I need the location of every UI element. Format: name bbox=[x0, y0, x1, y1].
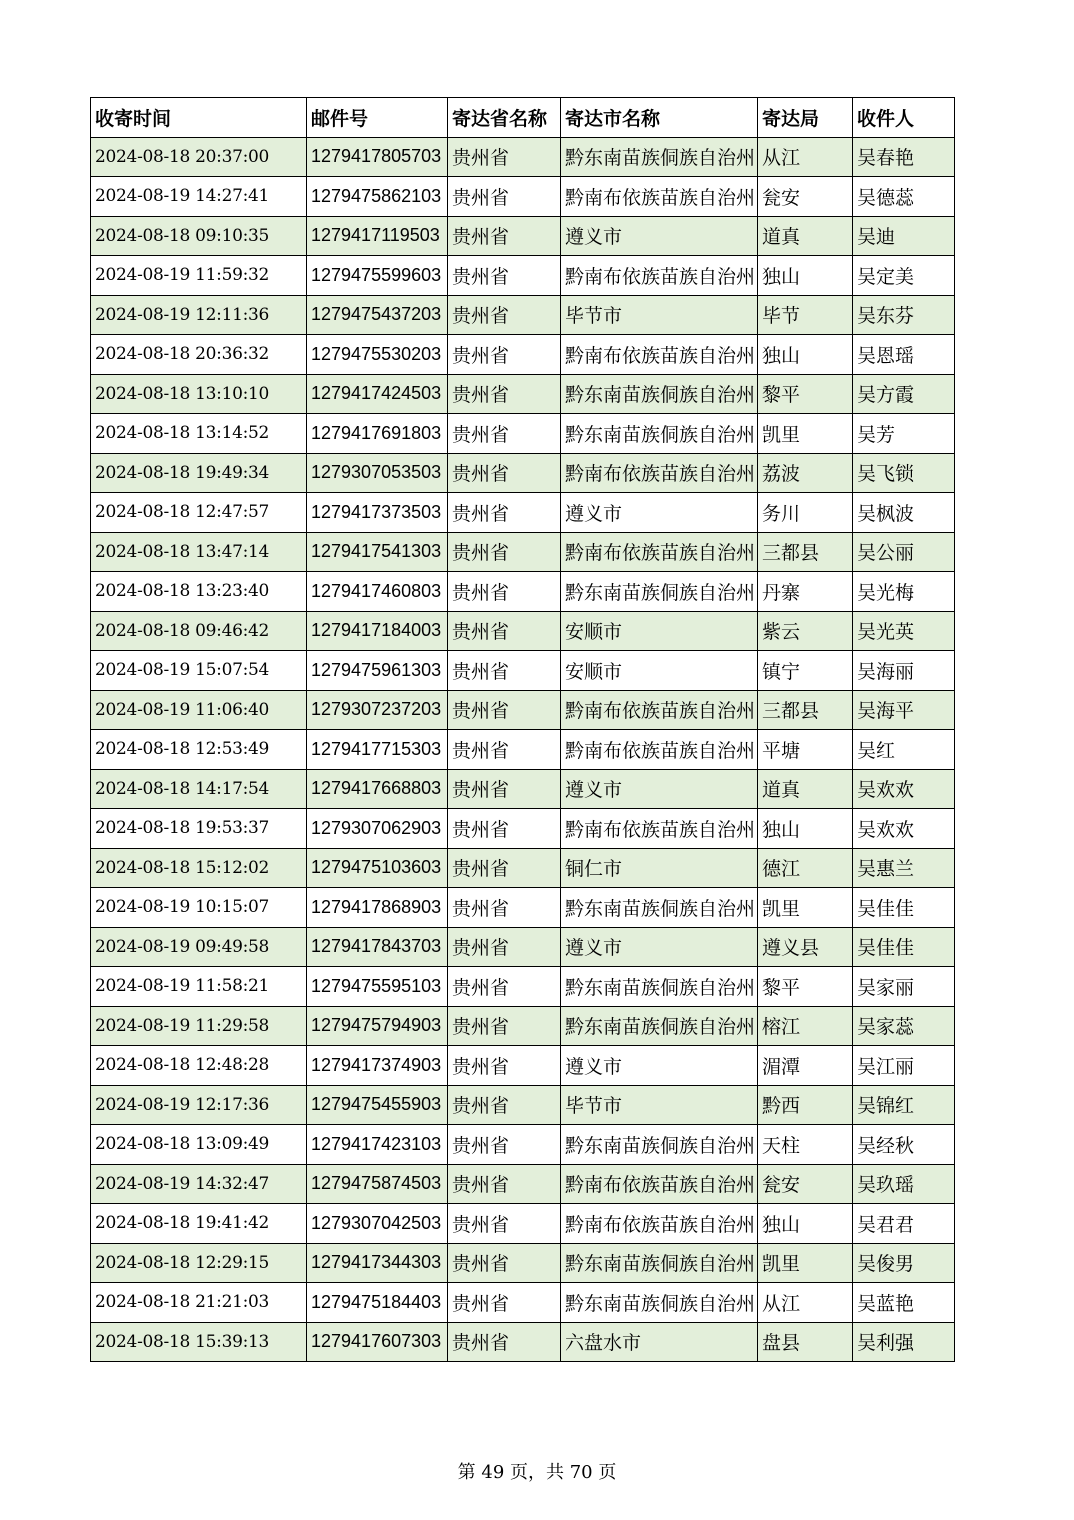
city-cell: 毕节市 bbox=[561, 295, 758, 335]
recipient-cell: 吴家蕊 bbox=[853, 1006, 955, 1046]
delivery-office-cell: 独山 bbox=[758, 256, 853, 296]
delivery-office-cell: 从江 bbox=[758, 1283, 853, 1323]
city-cell: 黔东南苗族侗族自治州 bbox=[561, 1283, 758, 1323]
table-row bbox=[91, 967, 955, 1007]
ship-time-cell: 2024-08-18 20:36:32 bbox=[91, 335, 307, 375]
recipient-cell: 吴春艳 bbox=[853, 137, 955, 177]
province-cell: 贵州省 bbox=[448, 769, 561, 809]
recipient-cell: 吴欢欢 bbox=[853, 769, 955, 809]
recipient-cell: 吴方霞 bbox=[853, 374, 955, 414]
ship-time-cell: 2024-08-18 09:10:35 bbox=[91, 216, 307, 256]
delivery-office-cell: 凯里 bbox=[758, 888, 853, 928]
city-cell: 遵义市 bbox=[561, 1046, 758, 1086]
city-cell: 铜仁市 bbox=[561, 848, 758, 888]
ship-time-cell: 2024-08-19 11:06:40 bbox=[91, 690, 307, 730]
city-cell: 黔南布依族苗族自治州 bbox=[561, 453, 758, 493]
province-cell: 贵州省 bbox=[448, 1204, 561, 1244]
mail-number-cell: 1279417373503 bbox=[307, 493, 448, 533]
table-row bbox=[91, 809, 955, 849]
table-row bbox=[91, 177, 955, 217]
mail-number-cell: 1279417423103 bbox=[307, 1125, 448, 1165]
ship-time-cell: 2024-08-18 20:37:00 bbox=[91, 137, 307, 177]
recipient-cell: 吴锦红 bbox=[853, 1085, 955, 1125]
city-cell: 黔东南苗族侗族自治州 bbox=[561, 1243, 758, 1283]
mail-number-cell: 1279475530203 bbox=[307, 335, 448, 375]
ship-time-cell: 2024-08-19 12:11:36 bbox=[91, 295, 307, 335]
province-cell: 贵州省 bbox=[448, 137, 561, 177]
mail-number-cell: 1279417344303 bbox=[307, 1243, 448, 1283]
mail-number-cell: 1279475595103 bbox=[307, 967, 448, 1007]
table-row bbox=[91, 1322, 955, 1362]
recipient-cell: 吴利强 bbox=[853, 1322, 955, 1362]
province-cell: 贵州省 bbox=[448, 1125, 561, 1165]
province-cell: 贵州省 bbox=[448, 690, 561, 730]
delivery-office-cell: 独山 bbox=[758, 809, 853, 849]
table-row bbox=[91, 1125, 955, 1165]
table-row bbox=[91, 374, 955, 414]
table-row bbox=[91, 453, 955, 493]
table-row bbox=[91, 1243, 955, 1283]
province-cell: 贵州省 bbox=[448, 453, 561, 493]
header-province: 寄达省名称 bbox=[448, 98, 561, 138]
header-mail-number: 邮件号 bbox=[307, 98, 448, 138]
header-delivery-office: 寄达局 bbox=[758, 98, 853, 138]
ship-time-cell: 2024-08-18 19:41:42 bbox=[91, 1204, 307, 1244]
mail-number-cell: 1279475794903 bbox=[307, 1006, 448, 1046]
ship-time-cell: 2024-08-18 13:47:14 bbox=[91, 532, 307, 572]
city-cell: 黔南布依族苗族自治州 bbox=[561, 335, 758, 375]
city-cell: 黔东南苗族侗族自治州 bbox=[561, 414, 758, 454]
delivery-office-cell: 瓮安 bbox=[758, 177, 853, 217]
ship-time-cell: 2024-08-19 10:15:07 bbox=[91, 888, 307, 928]
city-cell: 遵义市 bbox=[561, 927, 758, 967]
recipient-cell: 吴君君 bbox=[853, 1204, 955, 1244]
ship-time-cell: 2024-08-19 11:58:21 bbox=[91, 967, 307, 1007]
table-row bbox=[91, 137, 955, 177]
province-cell: 贵州省 bbox=[448, 848, 561, 888]
recipient-cell: 吴惠兰 bbox=[853, 848, 955, 888]
recipient-cell: 吴光英 bbox=[853, 611, 955, 651]
ship-time-cell: 2024-08-18 12:53:49 bbox=[91, 730, 307, 770]
recipient-cell: 吴家丽 bbox=[853, 967, 955, 1007]
ship-time-cell: 2024-08-18 13:14:52 bbox=[91, 414, 307, 454]
mail-number-cell: 1279417843703 bbox=[307, 927, 448, 967]
recipient-cell: 吴迪 bbox=[853, 216, 955, 256]
table-row bbox=[91, 888, 955, 928]
delivery-office-cell: 独山 bbox=[758, 1204, 853, 1244]
recipient-cell: 吴欢欢 bbox=[853, 809, 955, 849]
mail-number-cell: 1279417424503 bbox=[307, 374, 448, 414]
mail-number-cell: 1279475437203 bbox=[307, 295, 448, 335]
mail-number-cell: 1279417715303 bbox=[307, 730, 448, 770]
ship-time-cell: 2024-08-18 15:39:13 bbox=[91, 1322, 307, 1362]
ship-time-cell: 2024-08-18 13:23:40 bbox=[91, 572, 307, 612]
ship-time-cell: 2024-08-19 11:29:58 bbox=[91, 1006, 307, 1046]
table-row bbox=[91, 335, 955, 375]
mail-number-cell: 1279417805703 bbox=[307, 137, 448, 177]
city-cell: 黔东南苗族侗族自治州 bbox=[561, 888, 758, 928]
delivery-office-cell: 黎平 bbox=[758, 967, 853, 1007]
mail-number-cell: 1279307042503 bbox=[307, 1204, 448, 1244]
recipient-cell: 吴玖瑶 bbox=[853, 1164, 955, 1204]
delivery-office-cell: 紫云 bbox=[758, 611, 853, 651]
recipient-cell: 吴定美 bbox=[853, 256, 955, 296]
city-cell: 黔东南苗族侗族自治州 bbox=[561, 967, 758, 1007]
province-cell: 贵州省 bbox=[448, 809, 561, 849]
delivery-office-cell: 凯里 bbox=[758, 414, 853, 454]
ship-time-cell: 2024-08-18 13:09:49 bbox=[91, 1125, 307, 1165]
table-row bbox=[91, 1164, 955, 1204]
delivery-office-cell: 德江 bbox=[758, 848, 853, 888]
ship-time-cell: 2024-08-19 14:32:47 bbox=[91, 1164, 307, 1204]
page-footer: 第 49 页，共 70 页 bbox=[457, 1462, 617, 1483]
delivery-office-cell: 黎平 bbox=[758, 374, 853, 414]
table-row bbox=[91, 216, 955, 256]
city-cell: 六盘水市 bbox=[561, 1322, 758, 1362]
delivery-office-cell: 盘县 bbox=[758, 1322, 853, 1362]
city-cell: 遵义市 bbox=[561, 769, 758, 809]
mail-number-cell: 1279417119503 bbox=[307, 216, 448, 256]
province-cell: 贵州省 bbox=[448, 967, 561, 1007]
delivery-office-cell: 凯里 bbox=[758, 1243, 853, 1283]
delivery-office-cell: 务川 bbox=[758, 493, 853, 533]
city-cell: 遵义市 bbox=[561, 493, 758, 533]
table-row bbox=[91, 1204, 955, 1244]
city-cell: 黔东南苗族侗族自治州 bbox=[561, 572, 758, 612]
city-cell: 黔南布依族苗族自治州 bbox=[561, 532, 758, 572]
delivery-office-cell: 黔西 bbox=[758, 1085, 853, 1125]
recipient-cell: 吴江丽 bbox=[853, 1046, 955, 1086]
city-cell: 黔南布依族苗族自治州 bbox=[561, 1204, 758, 1244]
city-cell: 黔东南苗族侗族自治州 bbox=[561, 374, 758, 414]
recipient-cell: 吴佳佳 bbox=[853, 888, 955, 928]
delivery-office-cell: 三都县 bbox=[758, 690, 853, 730]
province-cell: 贵州省 bbox=[448, 1283, 561, 1323]
city-cell: 黔东南苗族侗族自治州 bbox=[561, 1125, 758, 1165]
table-row bbox=[91, 493, 955, 533]
table-row bbox=[91, 690, 955, 730]
recipient-cell: 吴俊男 bbox=[853, 1243, 955, 1283]
province-cell: 贵州省 bbox=[448, 572, 561, 612]
province-cell: 贵州省 bbox=[448, 1243, 561, 1283]
header-recipient: 收件人 bbox=[853, 98, 955, 138]
table-row bbox=[91, 532, 955, 572]
delivery-office-cell: 瓮安 bbox=[758, 1164, 853, 1204]
province-cell: 贵州省 bbox=[448, 730, 561, 770]
city-cell: 安顺市 bbox=[561, 611, 758, 651]
header-row bbox=[91, 98, 955, 138]
province-cell: 贵州省 bbox=[448, 256, 561, 296]
ship-time-cell: 2024-08-18 15:12:02 bbox=[91, 848, 307, 888]
table-row bbox=[91, 1283, 955, 1323]
city-cell: 黔南布依族苗族自治州 bbox=[561, 809, 758, 849]
province-cell: 贵州省 bbox=[448, 177, 561, 217]
ship-time-cell: 2024-08-18 13:10:10 bbox=[91, 374, 307, 414]
city-cell: 黔南布依族苗族自治州 bbox=[561, 177, 758, 217]
ship-time-cell: 2024-08-19 14:27:41 bbox=[91, 177, 307, 217]
city-cell: 毕节市 bbox=[561, 1085, 758, 1125]
province-cell: 贵州省 bbox=[448, 1046, 561, 1086]
city-cell: 遵义市 bbox=[561, 216, 758, 256]
province-cell: 贵州省 bbox=[448, 927, 561, 967]
mail-number-cell: 1279417374903 bbox=[307, 1046, 448, 1086]
city-cell: 安顺市 bbox=[561, 651, 758, 691]
table-row bbox=[91, 769, 955, 809]
ship-time-cell: 2024-08-18 09:46:42 bbox=[91, 611, 307, 651]
ship-time-cell: 2024-08-18 21:21:03 bbox=[91, 1283, 307, 1323]
delivery-office-cell: 丹寨 bbox=[758, 572, 853, 612]
delivery-office-cell: 镇宁 bbox=[758, 651, 853, 691]
recipient-cell: 吴蓝艳 bbox=[853, 1283, 955, 1323]
ship-time-cell: 2024-08-18 12:47:57 bbox=[91, 493, 307, 533]
province-cell: 贵州省 bbox=[448, 1164, 561, 1204]
mail-number-cell: 1279417607303 bbox=[307, 1322, 448, 1362]
mail-number-cell: 1279307053503 bbox=[307, 453, 448, 493]
ship-time-cell: 2024-08-18 12:29:15 bbox=[91, 1243, 307, 1283]
delivery-office-cell: 平塘 bbox=[758, 730, 853, 770]
city-cell: 黔东南苗族侗族自治州 bbox=[561, 137, 758, 177]
city-cell: 黔南布依族苗族自治州 bbox=[561, 730, 758, 770]
table-row bbox=[91, 1046, 955, 1086]
recipient-cell: 吴经秋 bbox=[853, 1125, 955, 1165]
mail-number-cell: 1279307237203 bbox=[307, 690, 448, 730]
mail-number-cell: 1279417460803 bbox=[307, 572, 448, 612]
city-cell: 黔东南苗族侗族自治州 bbox=[561, 1006, 758, 1046]
mail-number-cell: 1279475599603 bbox=[307, 256, 448, 296]
recipient-cell: 吴海丽 bbox=[853, 651, 955, 691]
province-cell: 贵州省 bbox=[448, 1006, 561, 1046]
province-cell: 贵州省 bbox=[448, 414, 561, 454]
table-row bbox=[91, 1085, 955, 1125]
delivery-office-cell: 遵义县 bbox=[758, 927, 853, 967]
recipient-cell: 吴芳 bbox=[853, 414, 955, 454]
header-ship-time: 收寄时间 bbox=[91, 98, 307, 138]
province-cell: 贵州省 bbox=[448, 335, 561, 375]
table-row bbox=[91, 572, 955, 612]
mail-number-cell: 1279475455903 bbox=[307, 1085, 448, 1125]
recipient-cell: 吴佳佳 bbox=[853, 927, 955, 967]
province-cell: 贵州省 bbox=[448, 1322, 561, 1362]
table-row bbox=[91, 651, 955, 691]
recipient-cell: 吴恩瑶 bbox=[853, 335, 955, 375]
delivery-office-cell: 三都县 bbox=[758, 532, 853, 572]
ship-time-cell: 2024-08-19 11:59:32 bbox=[91, 256, 307, 296]
table-row bbox=[91, 295, 955, 335]
province-cell: 贵州省 bbox=[448, 1085, 561, 1125]
delivery-office-cell: 道真 bbox=[758, 216, 853, 256]
table-row bbox=[91, 730, 955, 770]
mail-number-cell: 1279417184003 bbox=[307, 611, 448, 651]
province-cell: 贵州省 bbox=[448, 611, 561, 651]
province-cell: 贵州省 bbox=[448, 295, 561, 335]
ship-time-cell: 2024-08-19 12:17:36 bbox=[91, 1085, 307, 1125]
mail-number-cell: 1279417691803 bbox=[307, 414, 448, 454]
recipient-cell: 吴德蕊 bbox=[853, 177, 955, 217]
mail-number-cell: 1279475961303 bbox=[307, 651, 448, 691]
mail-number-cell: 1279475184403 bbox=[307, 1283, 448, 1323]
delivery-office-cell: 天柱 bbox=[758, 1125, 853, 1165]
city-cell: 黔南布依族苗族自治州 bbox=[561, 690, 758, 730]
ship-time-cell: 2024-08-18 19:49:34 bbox=[91, 453, 307, 493]
delivery-office-cell: 道真 bbox=[758, 769, 853, 809]
city-cell: 黔南布依族苗族自治州 bbox=[561, 256, 758, 296]
province-cell: 贵州省 bbox=[448, 374, 561, 414]
recipient-cell: 吴光梅 bbox=[853, 572, 955, 612]
delivery-office-cell: 从江 bbox=[758, 137, 853, 177]
delivery-office-cell: 榕江 bbox=[758, 1006, 853, 1046]
recipient-cell: 吴海平 bbox=[853, 690, 955, 730]
delivery-office-cell: 毕节 bbox=[758, 295, 853, 335]
table-row bbox=[91, 927, 955, 967]
header-city: 寄达市名称 bbox=[561, 98, 758, 138]
province-cell: 贵州省 bbox=[448, 532, 561, 572]
mail-number-cell: 1279307062903 bbox=[307, 809, 448, 849]
recipient-cell: 吴东芬 bbox=[853, 295, 955, 335]
recipient-cell: 吴公丽 bbox=[853, 532, 955, 572]
recipient-cell: 吴红 bbox=[853, 730, 955, 770]
province-cell: 贵州省 bbox=[448, 493, 561, 533]
table-row bbox=[91, 1006, 955, 1046]
table-row bbox=[91, 611, 955, 651]
mail-number-cell: 1279475874503 bbox=[307, 1164, 448, 1204]
mail-number-cell: 1279475103603 bbox=[307, 848, 448, 888]
province-cell: 贵州省 bbox=[448, 216, 561, 256]
delivery-office-cell: 独山 bbox=[758, 335, 853, 375]
table-row bbox=[91, 414, 955, 454]
mail-number-cell: 1279417868903 bbox=[307, 888, 448, 928]
mail-records-table bbox=[90, 97, 955, 1362]
delivery-office-cell: 湄潭 bbox=[758, 1046, 853, 1086]
ship-time-cell: 2024-08-19 09:49:58 bbox=[91, 927, 307, 967]
ship-time-cell: 2024-08-18 12:48:28 bbox=[91, 1046, 307, 1086]
table-row bbox=[91, 848, 955, 888]
mail-number-cell: 1279475862103 bbox=[307, 177, 448, 217]
ship-time-cell: 2024-08-19 15:07:54 bbox=[91, 651, 307, 691]
mail-number-cell: 1279417541303 bbox=[307, 532, 448, 572]
recipient-cell: 吴枫波 bbox=[853, 493, 955, 533]
ship-time-cell: 2024-08-18 19:53:37 bbox=[91, 809, 307, 849]
ship-time-cell: 2024-08-18 14:17:54 bbox=[91, 769, 307, 809]
province-cell: 贵州省 bbox=[448, 888, 561, 928]
recipient-cell: 吴飞锁 bbox=[853, 453, 955, 493]
city-cell: 黔南布依族苗族自治州 bbox=[561, 1164, 758, 1204]
mail-number-cell: 1279417668803 bbox=[307, 769, 448, 809]
table-row bbox=[91, 256, 955, 296]
delivery-office-cell: 荔波 bbox=[758, 453, 853, 493]
province-cell: 贵州省 bbox=[448, 651, 561, 691]
